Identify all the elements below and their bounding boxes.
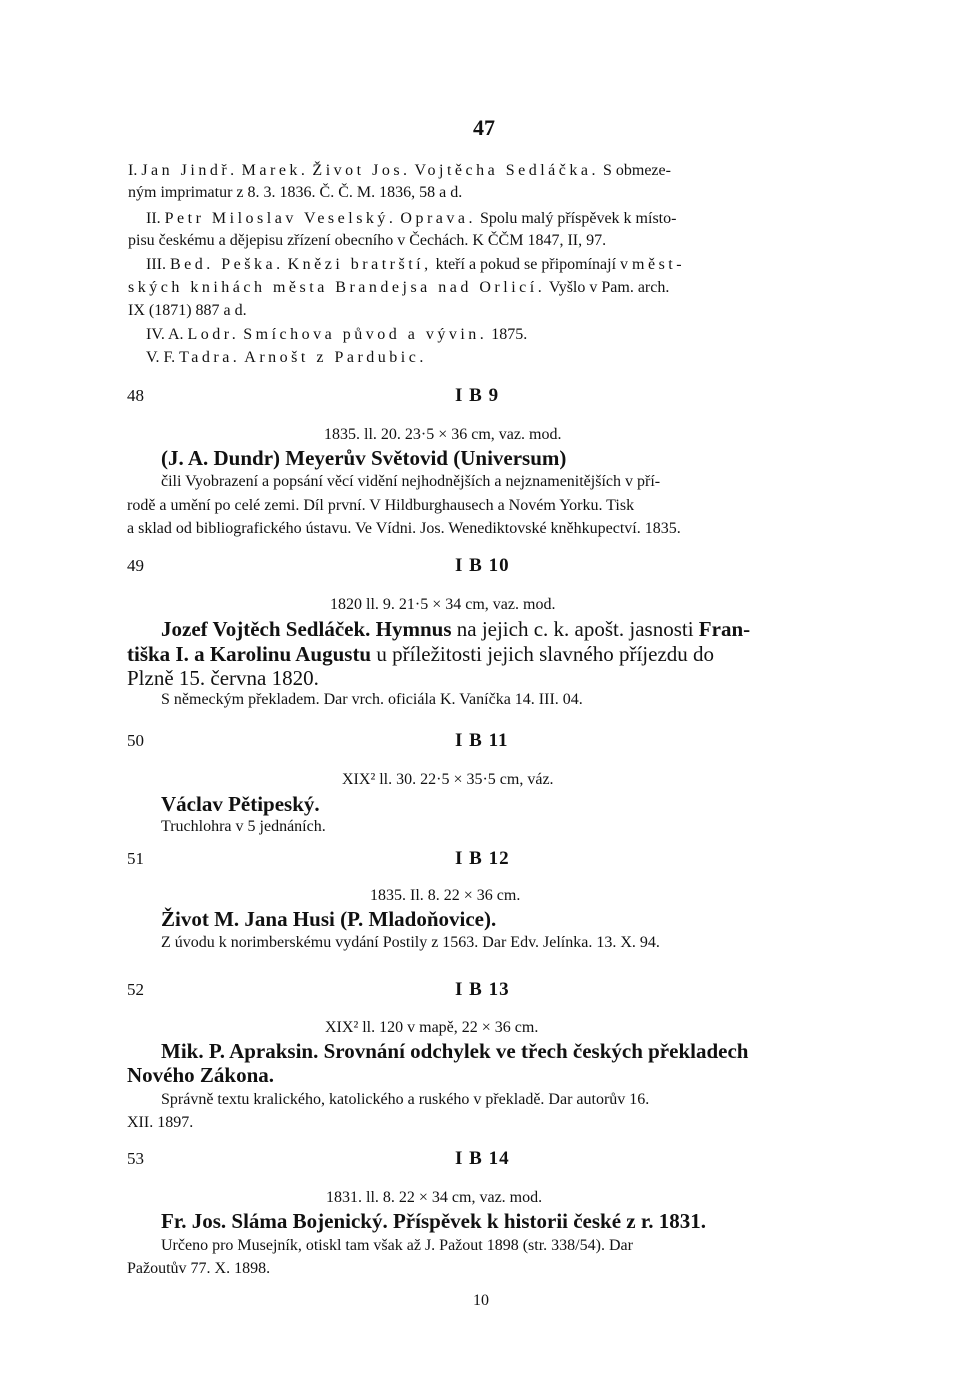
author-name: Petr Miloslav Veselský. [164, 210, 397, 227]
entry-note-line: Správně textu kralického, katolického a ruského v překladě. Dar autorův 16. [161, 1091, 650, 1108]
entry-title-line: Mik. P. Apraksin. Srovnání odchylek ve třech českých překladech [161, 1039, 749, 1063]
entry-note-line: S německým překladem. Dar vrch. oficiála K. Vaníčka 14. III. 04. [161, 691, 583, 708]
text: 1875. [491, 326, 528, 343]
work-title: Smíchova původ a vývin. [243, 326, 488, 343]
entry-meta: XIX² ll. 120 v mapě, 22 × 36 cm. [325, 1019, 539, 1036]
roman-numeral: III. [146, 256, 166, 273]
work-title: Oprava. [400, 210, 477, 227]
author-name: Tadra. [179, 349, 241, 366]
text: Spolu malý příspěvek k místo- [480, 210, 677, 227]
entry-meta: XIX² ll. 30. 22·5 × 35·5 cm, váz. [342, 771, 554, 788]
work-title: Vojtěcha Sedláčka. [414, 162, 599, 179]
entry-meta: 1831. ll. 8. 22 × 34 cm, vaz. mod. [326, 1189, 543, 1206]
entry-number: 51 [127, 849, 144, 868]
title-bold: Fran- [698, 617, 751, 641]
entry-note-line: rodě a umění po celé zemi. Díl první. V Hildburghausech a Novém Yorku. Tisk [127, 497, 635, 514]
intro-line-5 [146, 256, 685, 274]
title-regular: na jejich c. k. apošt. jasnosti [456, 617, 694, 641]
roman-numeral: I. [128, 162, 138, 179]
entry-title: Život M. Jana Husi (P. Mladoňovice). [161, 907, 497, 931]
call-signature: I B 12 [455, 848, 510, 869]
roman-numeral: II. [146, 210, 161, 227]
entry-title-line [161, 617, 750, 642]
intro-line-7: IX (1871) 887 a d. [128, 302, 247, 319]
work-title: ských knihách města Brandejsa nad Orlicí. [128, 279, 546, 296]
entry-note-line: XII. 1897. [127, 1114, 194, 1131]
intro-line-8 [146, 326, 527, 344]
intro-line-3 [146, 210, 676, 228]
intro-line-9 [146, 349, 427, 367]
page-number: 47 [473, 115, 495, 140]
title-bold: Jozef Vojtěch Sedláček. Hymnus [161, 617, 452, 641]
entry-number: 53 [127, 1149, 144, 1168]
entry-note-line: Určeno pro Musejník, otiskl tam však až J. Pažout 1898 (str. 338/54). Dar [161, 1237, 633, 1254]
entry-title-line [127, 642, 714, 667]
entry-title: Fr. Jos. Sláma Bojenický. Příspěvek k historii české z r. 1831. [161, 1209, 707, 1233]
work-title: Život Jos. [312, 162, 411, 179]
entry-number: 48 [127, 386, 144, 405]
text: kteří a pokud se připomínají v [435, 256, 629, 273]
work-title: měst- [632, 256, 686, 273]
entry-number: 52 [127, 980, 144, 999]
title-bold: tiška I. a Karolinu Augustu [127, 642, 372, 666]
entry-note-line: Pažoutův 77. X. 1898. [127, 1260, 271, 1277]
title-regular: u příležitosti jejich slavného příjezdu do [376, 642, 715, 666]
entry-note-line: Truchlohra v 5 jednáních. [161, 818, 326, 835]
entry-meta: 1820 ll. 9. 21·5 × 34 cm, vaz. mod. [330, 596, 556, 613]
entry-number: 49 [127, 556, 144, 575]
author-name: Jan Jindř. [141, 162, 238, 179]
footer-number: 10 [473, 1292, 489, 1309]
author-name: Lodr. [187, 326, 240, 343]
entry-number: 50 [127, 731, 144, 750]
entry-title-line: Nového Zákona. [127, 1063, 275, 1087]
intro-line-6 [128, 279, 669, 297]
entry-title-line: Plzně 15. června 1820. [127, 666, 319, 690]
roman-numeral: V. F. [146, 349, 176, 366]
entry-title: Václav Pětipeský. [161, 792, 320, 816]
entry-meta: 1835. Il. 8. 22 × 36 cm. [370, 887, 521, 904]
call-signature: I B 13 [455, 979, 510, 1000]
entry-meta: 1835. ll. 20. 23·5 × 36 cm, vaz. mod. [324, 426, 562, 443]
entry-note-line: a sklad od bibliografického ústavu. Ve Vídni. Jos. Wenediktovské kněhkupectví. 1835. [127, 520, 681, 537]
text: S obmeze- [602, 162, 671, 179]
intro-line-4: pisu českému a dějepisu zřízení obecního v Čechách. K ČČM 1847, II, 97. [128, 232, 607, 249]
work-title: Arnošt z Pardubic. [244, 349, 427, 366]
call-signature: I B 9 [455, 385, 500, 406]
call-signature: I B 10 [455, 555, 510, 576]
intro-line-1 [128, 162, 671, 180]
intro-line-2: ným imprimatur z 8. 3. 1836. Č. Č. M. 1836, 58 a d. [128, 184, 463, 201]
entry-title: (J. A. Dundr) Meyerův Světovid (Universum) [161, 446, 567, 470]
text: Vyšlo v Pam. arch. [548, 279, 670, 296]
call-signature: I B 11 [455, 730, 509, 751]
entry-note-line: čili Vyobrazení a popsání věcí vidění nejhodnějších a nejznamenitějších v pří- [161, 473, 661, 490]
author-name: Bed. Peška. [169, 256, 284, 273]
roman-numeral: IV. A. [146, 326, 184, 343]
call-signature: I B 14 [455, 1148, 510, 1169]
entry-note-line: Z úvodu k norimberskému vydání Postily z 1563. Dar Edv. Jelínka. 13. X. 94. [161, 934, 660, 951]
work-title: Knězi bratrští, [287, 256, 432, 273]
author-name: Marek. [241, 162, 309, 179]
